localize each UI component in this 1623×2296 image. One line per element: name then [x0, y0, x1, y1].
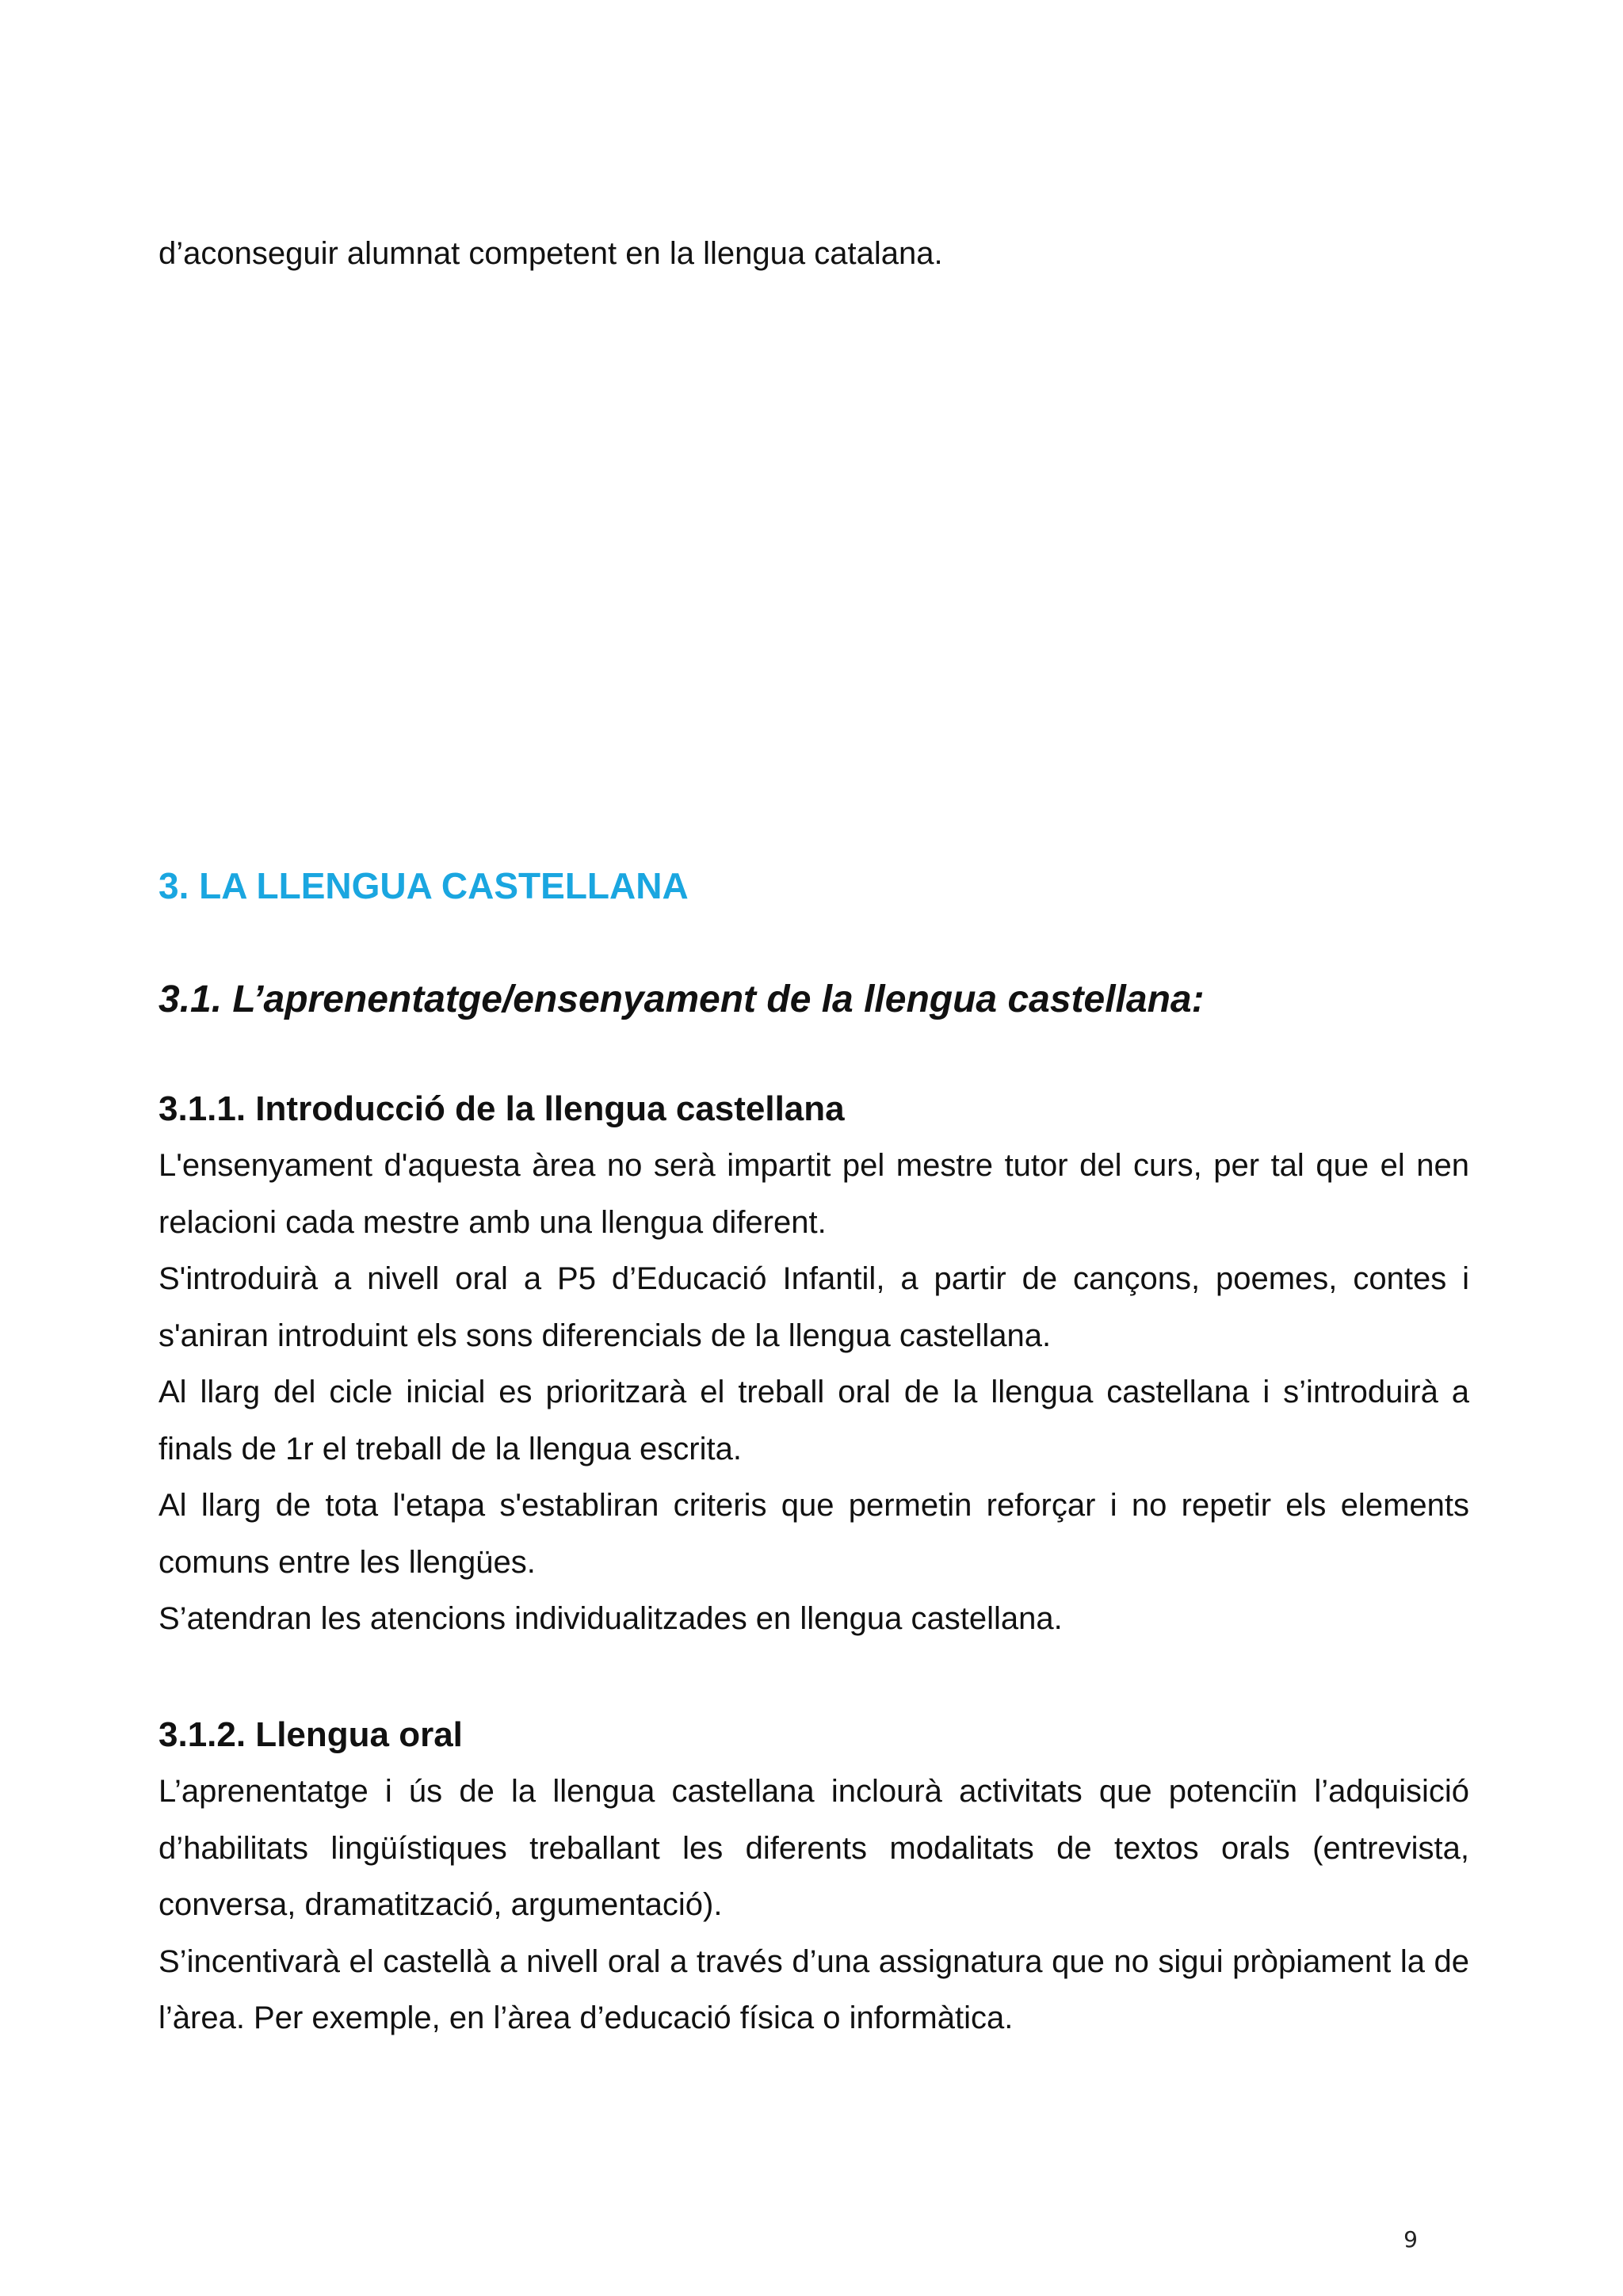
paragraph: Al llarg del cicle inicial es prioritzarà el treball oral de la llengua castellana i s’introduirà a finals de 1r el treball de la llengua escrita.	[158, 1375, 1469, 1466]
paragraph: Al llarg de tota l'etapa s'establiran criteris que permetin reforçar i no repetir els elements comuns entre les llengües.	[158, 1488, 1469, 1580]
subsection-oral-language	[158, 1711, 1469, 2047]
continuation-paragraph: d’aconseguir alumnat competent en la llengua catalana.	[158, 236, 943, 271]
paragraph: S'introduirà a nivell oral a P5 d’Educació Infantil, a partir de cançons, poemes, contes i s'aniran introduint els sons diferencials de la llengua castellana.	[158, 1261, 1469, 1353]
page-number: 9	[1403, 2226, 1418, 2252]
paragraph: L'ensenyament d'aquesta àrea no serà impartit pel mestre tutor del curs, per tal que el nen relacioni cada mestre amb una llengua diferent.	[158, 1148, 1469, 1240]
paragraph: L’aprenentatge i ús de la llengua castellana inclourà activitats que potenciïn l’adquisició d’habilitats lingüístiques treballant les diferents modalitats de textos orals (entrevista, conversa, dramatització, argumentació).	[158, 1774, 1469, 1922]
subsection-title: 3.1.1. Introducció de la llengua castellana	[158, 1089, 845, 1128]
paragraph: S’incentivarà el castellà a nivell oral a través d’una assignatura que no sigui pròpiament la de l’àrea. Per exemple, en l’àrea d’educació física o informàtica.	[158, 1943, 1469, 2035]
paragraph: S’atendran les atencions individualitzades en llengua castellana.	[158, 1601, 1063, 1636]
chapter-heading: 3. LA LLENGUA CASTELLANA	[158, 865, 689, 906]
section-heading: 3.1. L’aprenentatge/ensenyament de la llengua castellana:	[158, 978, 1205, 1020]
subsection-introduction	[158, 1085, 1469, 1648]
subsection-title: 3.1.2. Llengua oral	[158, 1715, 463, 1754]
